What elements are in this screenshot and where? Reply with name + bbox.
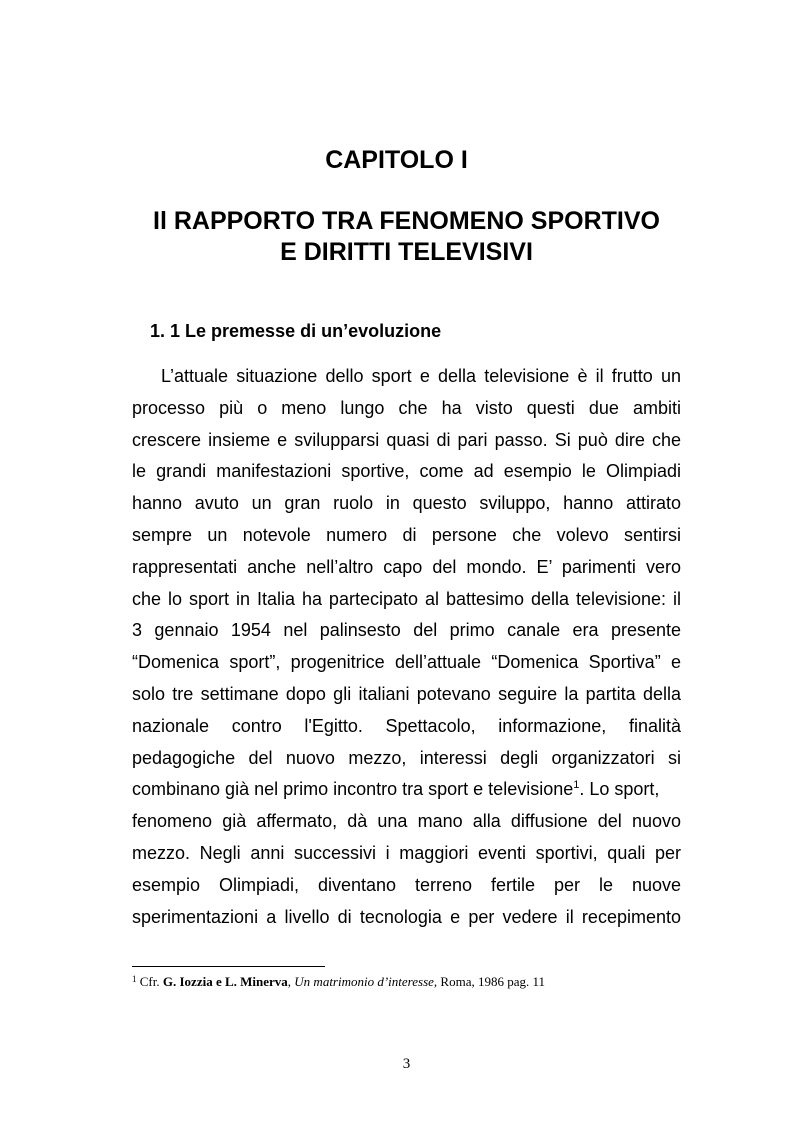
chapter-title-line-1: Il RAPPORTO TRA FENOMENO SPORTIVO xyxy=(153,207,660,235)
paragraph-line: crescere insieme e svilupparsi quasi di pari passo. Si può dire che xyxy=(132,429,681,450)
page-number: 3 xyxy=(402,1056,411,1072)
paragraph-line: “Domenica sport”, progenitrice dell’attuale “Domenica Sportiva” e xyxy=(132,652,681,673)
paragraph-line: nazionale contro l'Egitto. Spettacolo, informazione, finalità xyxy=(132,715,681,736)
paragraph-line: rappresentati anche nell’altro capo del mondo. E’ parimenti vero xyxy=(132,556,681,577)
footnote-reference[interactable]: 1 xyxy=(573,779,580,792)
section-heading: 1. 1 Le premesse di un’evoluzione xyxy=(150,321,442,341)
paragraph-line xyxy=(132,774,681,806)
paragraph-line: le grandi manifestazioni sportive, come ad esempio le Olimpiadi xyxy=(132,461,681,482)
footnote-number: 1 xyxy=(132,974,137,984)
paragraph-line-tail: . Lo sport, xyxy=(579,779,660,800)
footnote xyxy=(132,974,545,990)
body-paragraph xyxy=(132,361,681,933)
paragraph-line: L’attuale situazione dello sport e della televisione è il frutto un xyxy=(161,366,681,386)
paragraph-line: esempio Olimpiadi, diventano terreno fertile per le nuove xyxy=(132,874,681,895)
paragraph-line: fenomeno già affermato, dà una mano alla diffusione del nuovo xyxy=(132,811,681,832)
chapter-title-line-2: E DIRITTI TELEVISIVI xyxy=(280,238,533,266)
paragraph-line: pedagogiche del nuovo mezzo, interessi degli organizzatori si xyxy=(132,747,681,768)
footnote-separator xyxy=(132,966,325,967)
paragraph-line: che lo sport in Italia ha partecipato al battesimo della televisione: il xyxy=(132,588,681,609)
paragraph-line: sperimentazioni a livello di tecnologia e per vedere il recepimento xyxy=(132,906,681,927)
paragraph-line-text: combinano già nel primo incontro tra sport e televisione xyxy=(132,779,574,800)
footnote-authors: G. Iozzia e L. Minerva xyxy=(162,974,288,989)
footnote-prefix: Cfr. xyxy=(139,974,163,989)
footnote-separator-text: , xyxy=(287,974,295,989)
footnote-work-title: Un matrimonio d’interesse xyxy=(294,974,434,989)
footnote-rest: , Roma, 1986 pag. 11 xyxy=(433,974,546,989)
chapter-label: CAPITOLO I xyxy=(325,146,468,174)
paragraph-line: sempre un notevole numero di persone che volevo sentirsi xyxy=(132,524,681,545)
chapter-title xyxy=(0,206,793,268)
paragraph-line: mezzo. Negli anni successivi i maggiori eventi sportivi, quali per xyxy=(132,842,681,863)
paragraph-line: hanno avuto un gran ruolo in questo sviluppo, hanno attirato xyxy=(132,493,681,514)
paragraph-line: 3 gennaio 1954 nel palinsesto del primo canale era presente xyxy=(132,620,681,641)
paragraph-line: processo più o meno lungo che ha visto questi due ambiti xyxy=(132,397,681,418)
paragraph-line: solo tre settimane dopo gli italiani potevano seguire la partita della xyxy=(132,683,681,704)
